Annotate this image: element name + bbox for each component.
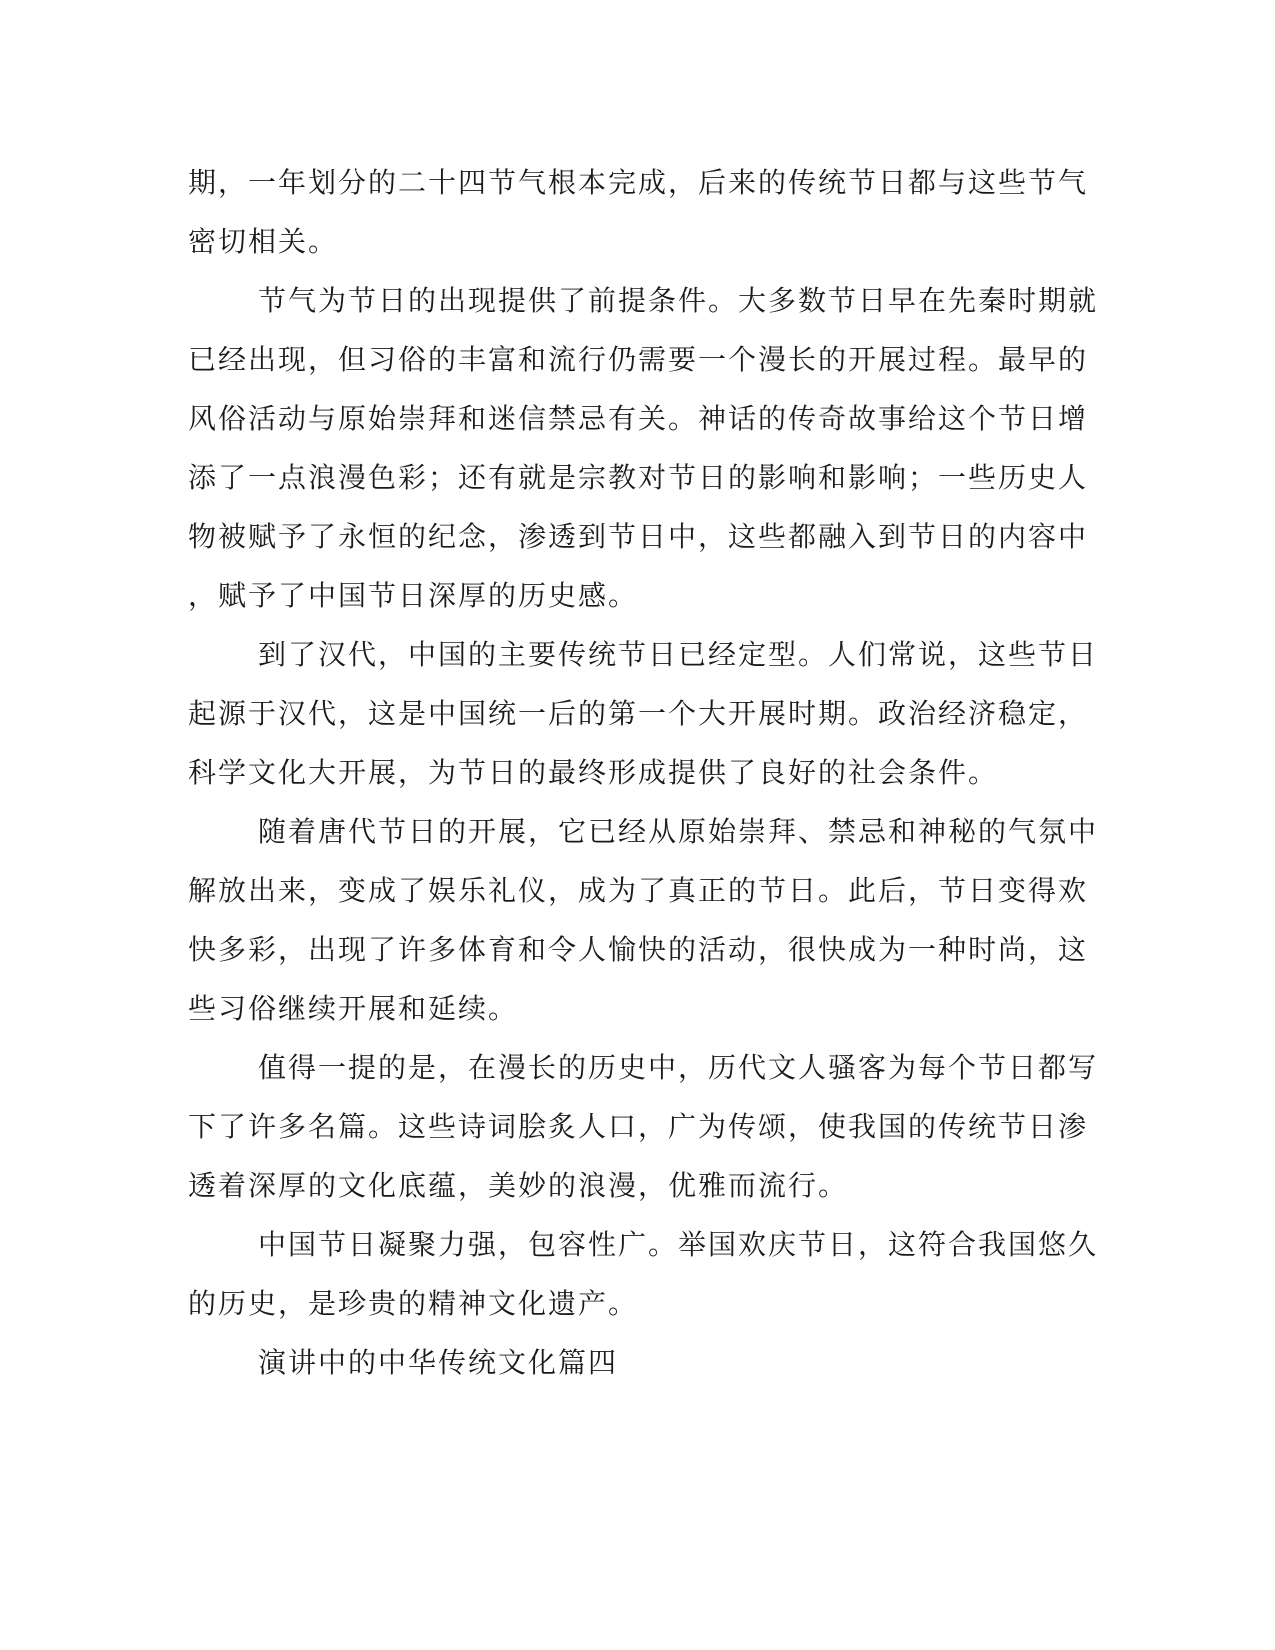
paragraph-start-line: 值得一提的是，在漫长的历史中，历代文人骚客为每个节日都写 bbox=[258, 1051, 1099, 1084]
paragraph-start-line: 中国节日凝聚力强，包容性广。举国欢庆节日，这符合我国悠久 bbox=[258, 1228, 1099, 1261]
paragraph-start-line: 随着唐代节日的开展，它已经从原始崇拜、禁忌和神秘的气氛中 bbox=[258, 815, 1099, 848]
text-line: 风俗活动与原始崇拜和迷信禁忌有关。神话的传奇故事给这个节日增 bbox=[188, 402, 1089, 435]
text-line: 解放出来，变成了娱乐礼仪，成为了真正的节日。此后，节日变得欢 bbox=[188, 874, 1089, 907]
paragraph-start-line: 到了汉代，中国的主要传统节日已经定型。人们常说，这些节日 bbox=[258, 638, 1099, 671]
text-line: ，赋予了中国节日深厚的历史感。 bbox=[188, 579, 639, 612]
text-line: 已经出现，但习俗的丰富和流行仍需要一个漫长的开展过程。最早的 bbox=[188, 343, 1089, 376]
text-line: 的历史，是珍贵的精神文化遗产。 bbox=[188, 1287, 639, 1320]
text-line: 起源于汉代，这是中国统一后的第一个大开展时期。政治经济稳定， bbox=[188, 697, 1089, 730]
text-line: 物被赋予了永恒的纪念，渗透到节日中，这些都融入到节日的内容中 bbox=[188, 520, 1089, 553]
text-line: 期，一年划分的二十四节气根本完成，后来的传统节日都与这些节气 bbox=[188, 166, 1089, 199]
text-line: 密切相关。 bbox=[188, 225, 339, 258]
text-line: 透着深厚的文化底蕴，美妙的浪漫，优雅而流行。 bbox=[188, 1169, 849, 1202]
paragraph-start-line: 节气为节日的出现提供了前提条件。大多数节日早在先秦时期就 bbox=[258, 284, 1099, 317]
text-line: 科学文化大开展，为节日的最终形成提供了良好的社会条件。 bbox=[188, 756, 999, 789]
text-line: 下了许多名篇。这些诗词脍炙人口，广为传颂，使我国的传统节日渗 bbox=[188, 1110, 1089, 1143]
text-line: 些习俗继续开展和延续。 bbox=[188, 992, 519, 1025]
text-line: 添了一点浪漫色彩；还有就是宗教对节日的影响和影响；一些历史人 bbox=[188, 461, 1089, 494]
section-heading: 演讲中的中华传统文化篇四 bbox=[258, 1346, 619, 1379]
text-line: 快多彩，出现了许多体育和令人愉快的活动，很快成为一种时尚，这 bbox=[188, 933, 1089, 966]
